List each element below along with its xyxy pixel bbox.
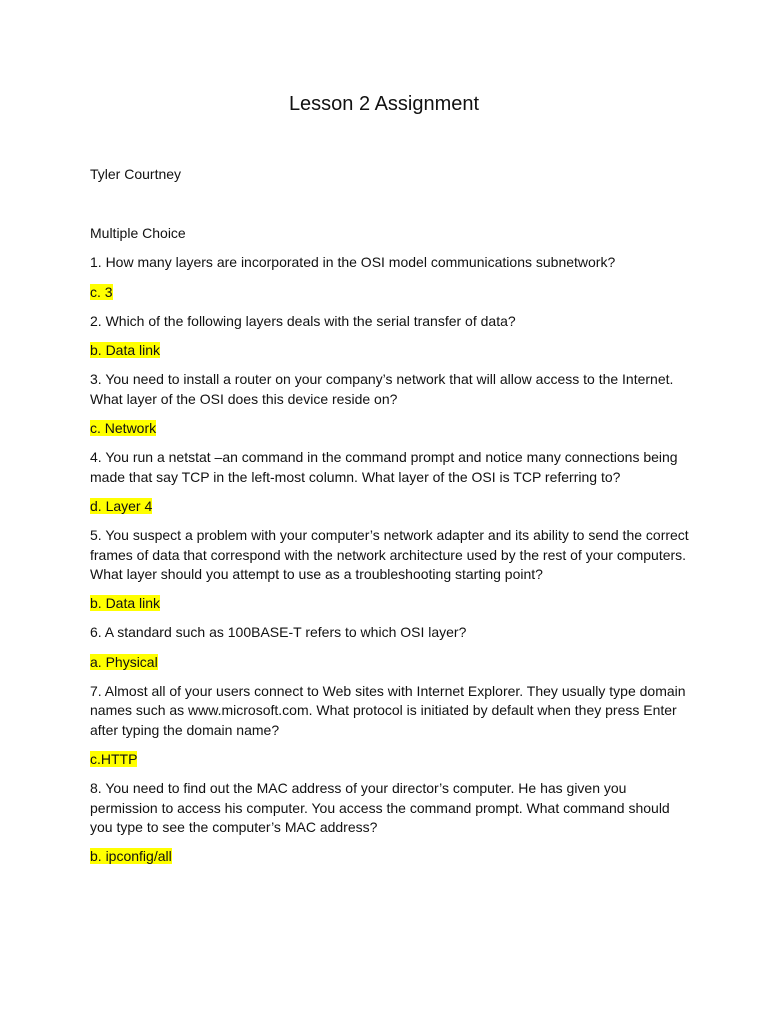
question-8: 8. You need to find out the MAC address of your director’s computer. He has given you permission to access his computer. You access the command prompt. What command should you type to see the computer’s MAC address?: [90, 780, 670, 835]
document-body: [90, 224, 690, 876]
answer-3-highlight: c. Network: [90, 420, 157, 437]
answer-8-highlight: b. ipconfig/all: [90, 848, 172, 865]
answer-1: [90, 283, 690, 302]
question-3: 3. You need to install a router on your company’s network that will allow access to the Internet. What layer of the OSI does this device reside on?: [90, 371, 674, 407]
answer-7-highlight: c.HTTP: [90, 750, 138, 767]
question-5: 5. You suspect a problem with your computer’s network adapter and its ability to send the correct frames of data that correspond with the network architecture used by the rest of your computers. What layer should you attempt to use as a troubleshooting starting point?: [90, 527, 689, 582]
answer-8: [90, 847, 690, 866]
document-title: Lesson 2 Assignment: [288, 93, 480, 115]
answer-2-highlight: b. Data link: [90, 342, 161, 359]
question-2: 2. Which of the following layers deals with the serial transfer of data?: [90, 312, 516, 329]
answer-3: [90, 419, 690, 438]
answer-5: [90, 594, 690, 613]
answer-6: [90, 653, 690, 672]
question-6: 6. A standard such as 100BASE-T refers to which OSI layer?: [90, 624, 467, 641]
answer-7: [90, 750, 690, 769]
section-heading: Multiple Choice: [90, 225, 186, 241]
answer-4-highlight: d. Layer 4: [90, 497, 153, 514]
answer-2: [90, 341, 690, 360]
question-1: 1. How many layers are incorporated in the OSI model communications subnetwork?: [90, 254, 616, 271]
author-name: Tyler Courtney: [90, 166, 182, 182]
answer-6-highlight: a. Physical: [90, 653, 158, 670]
answer-4: [90, 497, 690, 516]
answer-5-highlight: b. Data link: [90, 595, 161, 612]
question-4: 4. You run a netstat –an command in the command prompt and notice many connections being made that say TCP in the left-most column. What layer of the OSI is TCP referring to?: [90, 449, 678, 485]
answer-1-highlight: c. 3: [90, 283, 113, 300]
question-7: 7. Almost all of your users connect to Web sites with Internet Explorer. They usually type domain names such as www.microsoft.com. What protocol is initiated by default when they press Enter after typing the domain name?: [90, 683, 686, 738]
